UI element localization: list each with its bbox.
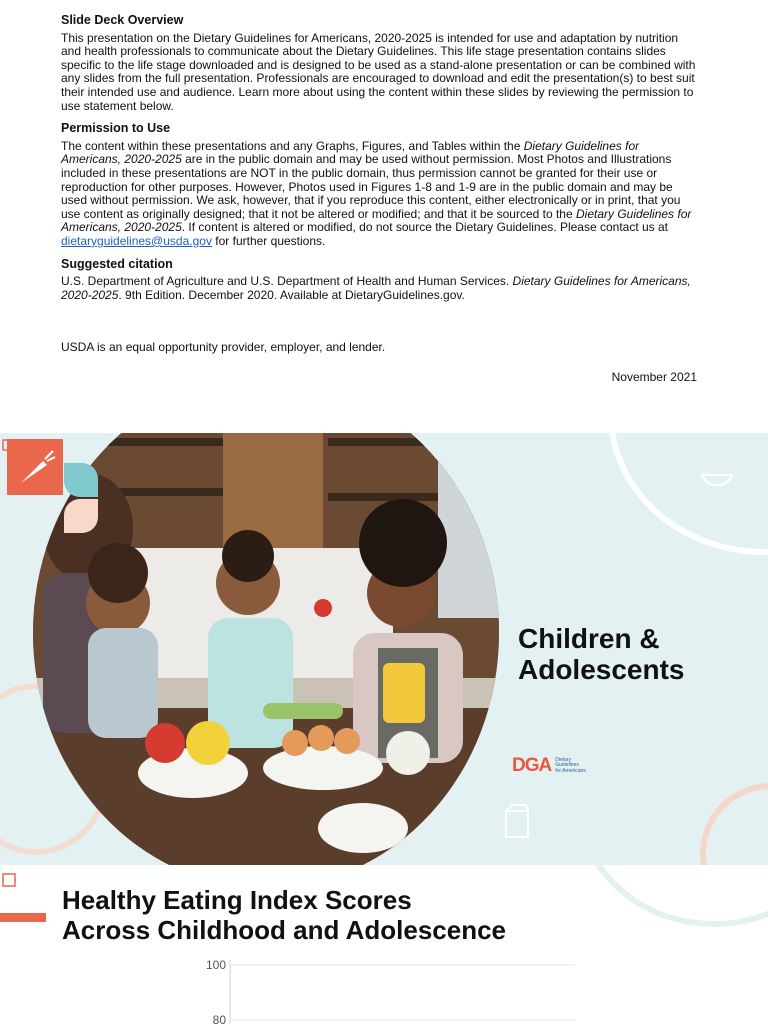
- chart-slide: [0, 865, 768, 1024]
- permission-italic: Dietary Guidelines for Americans, 2020-2025: [61, 138, 640, 167]
- milk-carton-icon: [498, 801, 538, 841]
- dga-logo: [512, 755, 586, 777]
- document-text: [61, 14, 701, 364]
- dga-logo-line: Guidelines: [555, 762, 579, 769]
- permission-paragraph: [61, 140, 701, 249]
- permission-text: The content within these presentations and any Graphs, Figures, and Tables within the: [61, 138, 524, 153]
- carrot-icon: [7, 439, 63, 495]
- slide-title-line: Children &: [518, 623, 660, 654]
- permission-text: . If content is altered or modified, do not source the Dietary Guidelines. Please contact us at: [181, 220, 669, 235]
- overview-paragraph: This presentation on the Dietary Guidelines for Americans, 2020-2025 is intended for use and adaptation by nutrition and health professionals to communicate about the Dietary Guidelines. This life stage presentation contains slides specific to the life stage downloaded and is designed to be used as a stand-alone presentation or can be combined with any slides from the full presentation. Professionals are encouraged to download and edit the presentation(s) to best suit their intended use and audience. Learn more about using the content within these slides by reviewing the permission to use statement below.: [61, 30, 696, 113]
- hei-chart: [0, 865, 768, 1024]
- small-frame-icon: [2, 439, 14, 451]
- document-date: November 2021: [611, 370, 697, 384]
- citation-italic: Dietary Guidelines for Americans, 2020-2025: [61, 274, 691, 302]
- slide-title-line: Healthy Eating Index Scores: [62, 885, 412, 915]
- dga-logo-mark: DGA: [512, 755, 552, 776]
- citation-text: U.S. Department of Agriculture and U.S. Department of Health and Human Services.: [61, 274, 513, 289]
- family-cooking-photo: [33, 433, 499, 865]
- overview-heading: Slide Deck Overview: [61, 13, 184, 27]
- slide-title: [518, 623, 685, 685]
- title-slide: [0, 433, 768, 865]
- dga-logo-text: [555, 758, 586, 775]
- y-tick-label: 100: [205, 958, 226, 972]
- watermelon-icon: [698, 461, 736, 499]
- slide-title-line: Adolescents: [518, 654, 685, 685]
- permission-heading: Permission to Use: [61, 121, 171, 136]
- teal-leaf-shape: [64, 463, 98, 497]
- peach-leaf-shape: [64, 499, 98, 533]
- slide-title-line: Across Childhood and Adolescence: [62, 915, 507, 945]
- decorative-ring: [700, 783, 768, 865]
- permission-text: are in the public domain and may be used without permission. Most Photos and Illustrations included in these presentations are NOT in the public domain, thus permission cannot be granted for their use or reproduction for other purposes. However, Photos used in Figures 1-8 and 1-9 are in the public domain and may be used without permission. We ask, however, that if you reproduce this content, either electronically or in print, that you use content as originally designed; that it not be altered or modified; and that it be sourced to the: [61, 152, 681, 221]
- citation-heading: Suggested citation: [61, 256, 173, 271]
- permission-italic: Dietary Guidelines for Americans, 2020-2025: [61, 206, 692, 235]
- citation-paragraph: [61, 275, 701, 302]
- decorative-ring: [608, 433, 768, 555]
- usda-statement: USDA is an equal opportunity provider, employer, and lender.: [61, 340, 386, 355]
- permission-text: for further questions.: [211, 233, 326, 248]
- dga-logo-line: for Americans: [555, 767, 586, 774]
- email-link[interactable]: dietaryguidelines@usda.gov: [61, 233, 212, 248]
- dga-logo-line: Dietary: [555, 756, 572, 763]
- y-tick-label: 80: [212, 1013, 226, 1024]
- citation-text: . 9th Edition. December 2020. Available at DietaryGuidelines.gov.: [118, 287, 465, 302]
